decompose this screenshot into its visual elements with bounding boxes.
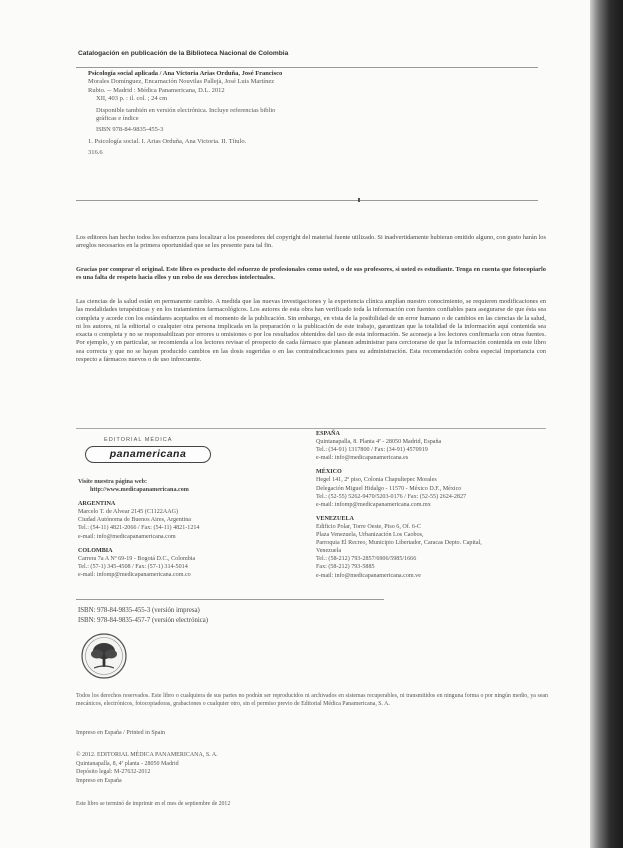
address-line: Tel.: (54-11) 4821-2066 / Fax: (54-11) 4821-1214 — [78, 525, 200, 532]
cip-line: Disponible también en versión electrónica. Incluye referencias biblio — [96, 106, 276, 114]
logo-subtitle: EDITORIAL MÉDICA — [104, 437, 173, 443]
visit-label: Visite nuestra página web: — [78, 479, 148, 485]
page-mark — [358, 198, 360, 202]
tree-seal-icon — [80, 632, 128, 680]
address-line: Delegación Miguel Hidalgo - 11570 - México D.F., México — [316, 485, 462, 492]
thanks-notice: Gracias por comprar el original. Este libro es producto del esfuerzo de profesionales como usted, o de sus profesores, si usted es estudiante. Tenga en cuenta que fotocopiarlo es una falta de respeto hacia ellos y un robo de sus derechos intelectuales. — [76, 266, 546, 282]
divider — [76, 599, 384, 600]
printed-date: Este libro se terminó de imprimir en el mes de septiembre de 2012 — [76, 801, 231, 807]
page-edge-shadow — [590, 0, 623, 848]
publisher-logo — [82, 434, 214, 468]
country-heading: COLOMBIA — [78, 547, 113, 554]
address-line: Hegel 141, 2º piso, Colonia Chapultepec Morales — [316, 477, 437, 484]
email-line: e-mail: info@medicapanamericana.com.ve — [316, 572, 421, 579]
copyright-notice: Los editores han hecho todos los esfuerzos para localizar a los poseedores del copyright del material fuente utilizado. Si inadvertidamente hubieran omitido alguno, con gusto harán los arreglos necesarios en la primera oportunidad que se les presente para tal fin. — [76, 234, 546, 250]
disclaimer-notice: Las ciencias de la salud están en permanente cambio. A medida que las nuevas investigaciones y la experiencia clínica amplían nuestro conocimiento, se requieren modificaciones en las modalidades terapéuticas y en los tratamientos farmacológicos. Los autores de esta obra han verificado toda la información con fuentes confiables para asegurarse de que ésta sea completa y acorde con los estándares aceptados en el momento de la publicación. Sin embargo, en vista de la posibilidad de un error humano o de cambios en las ciencias de la salud, ni los autores, ni la editorial o cualquier otra persona implicada en la preparación o la publicación de este trabajo, garantizan que la totalidad de la información aquí contenida sea exacta o completa y no se responsabilizan por errores u omisiones o por los resultados obtenidos del uso de esta información. Se aconseja a los lectores confirmarla con otras fuentes. Por ejemplo, y en particular, se recomienda a los lectores revisar el prospecto de cada fármaco que planean administrar para cerciorarse de que la información contenida en este libro sea correcta y que no se hayan producido cambios en las dosis sugeridas o en las contraindicaciones para su administración. Esta recomendación cobra especial importancia con respecto a fármacos nuevos o de uso infrecuente. — [76, 298, 546, 364]
cip-line: XII, 403 p. : il. col. ; 24 cm — [96, 95, 168, 103]
country-heading: ARGENTINA — [78, 501, 116, 508]
country-heading: VENEZUELA — [316, 515, 354, 522]
address-line: Ciudad Autónoma de Buenos Aires, Argentina — [78, 517, 191, 524]
cip-line: Rubio. -- Madrid : Médica Panamericana, D.L. 2012 — [88, 86, 225, 94]
rights-notice: Todos los derechos reservados. Este libro o cualquiera de sus partes no podrán ser reproducidos ni archivados en sistemas recuperables, ni transmitidos en ninguna forma o por ningún medio, ya sean mecánicos, electrónicos, fotocopiadoras, grabaciones o cualquier otro, sin el permiso previo de Editorial Médica Panamericana, S. A. — [76, 693, 548, 708]
address-line: Carrera 7a A Nº 69-19 - Bogotá D.C., Colombia — [78, 555, 196, 562]
divider — [76, 428, 546, 429]
address-line: Edificio Polar, Torre Oeste, Piso 6, Of. 6-C — [316, 523, 421, 530]
address-line: Tel.: (58-212) 793-2857/6906/5985/1666 — [316, 556, 417, 563]
address-line: Tel.: (52-55) 5262-9470/5203-0176 / Fax: (52-55) 2624-2827 — [316, 493, 467, 500]
made-in: Impreso en España / Printed in Spain — [76, 730, 165, 736]
logo-brand: panamericana — [85, 446, 211, 463]
country-heading: ESPAÑA — [316, 431, 340, 437]
cip-record — [88, 70, 528, 158]
cip-line: ISBN 978-84-9835-455-3 — [96, 126, 164, 134]
address-line: Fax: (58-212) 793-5885 — [316, 564, 375, 571]
address-line: Tel.: (34-91) 1317800 / Fax: (34-91) 4570919 — [316, 447, 428, 454]
isbn-block — [78, 606, 208, 625]
cip-line: Psicología social aplicada / Ana Victoria Arias Orduña, José Francisco — [88, 70, 283, 77]
email-line: e-mail: info@medicapanamericana.com — [78, 533, 176, 540]
copyright-line: Quintanapalla, 8, 4ª planta - 28050 Madrid — [76, 760, 179, 767]
isbn-print: ISBN: 978-84-9835-455-3 (versión impresa) — [78, 607, 200, 614]
address-line: Quintanapalla, 8. Planta 4ª - 28050 Madrid, España — [316, 439, 442, 446]
address-line: Parroquia El Recreo, Municipio Libertador, Caracas Depto. Capital, — [316, 540, 482, 547]
contacts-left — [78, 478, 298, 579]
copyright-line: Depósito legal: M-27632-2012 — [76, 769, 151, 776]
contacts-right — [316, 430, 551, 580]
email-line: e-mail: infomp@medicapanamericana.com.mx — [316, 501, 431, 508]
email-line: e-mail: info@medicapanamericana.es — [316, 455, 409, 462]
cip-line: gráficas e índice — [96, 115, 139, 123]
copyright-line: Impreso en España — [76, 777, 122, 784]
address-line: Tel.: (57-1) 345-4508 / Fax: (57-1) 314-5014 — [78, 563, 188, 570]
cip-line: 316.6 — [88, 149, 103, 157]
address-line: Venezuela — [316, 548, 342, 555]
website-link[interactable]: http://www.medicapanamericana.com — [90, 487, 189, 494]
country-heading: MÉXICO — [316, 469, 342, 476]
address-line: Marcelo T. de Alvear 2145 (C1122AAG) — [78, 509, 179, 516]
isbn-ebook: ISBN: 978-84-9835-457-7 (versión electrónica) — [78, 616, 209, 624]
cip-line: 1. Psicología social. I. Arias Orduña, Ana Victoria. II. Título. — [88, 137, 247, 145]
cip-line: Morales Domínguez, Encarnación Nouvilas Pallejà, José Luis Martínez — [88, 78, 275, 86]
cip-title: Catalogación en publicación de la Biblioteca Nacional de Colombia — [78, 50, 289, 57]
email-line: e-mail: infomp@medicapanamericana.com.co — [78, 571, 191, 578]
copyright-block — [76, 751, 218, 785]
address-line: Plaza Venezuela, Urbanización Los Caobos, — [316, 532, 424, 539]
copyright-line: © 2012. EDITORIAL MÉDICA PANAMERICANA, S. A. — [76, 752, 218, 758]
